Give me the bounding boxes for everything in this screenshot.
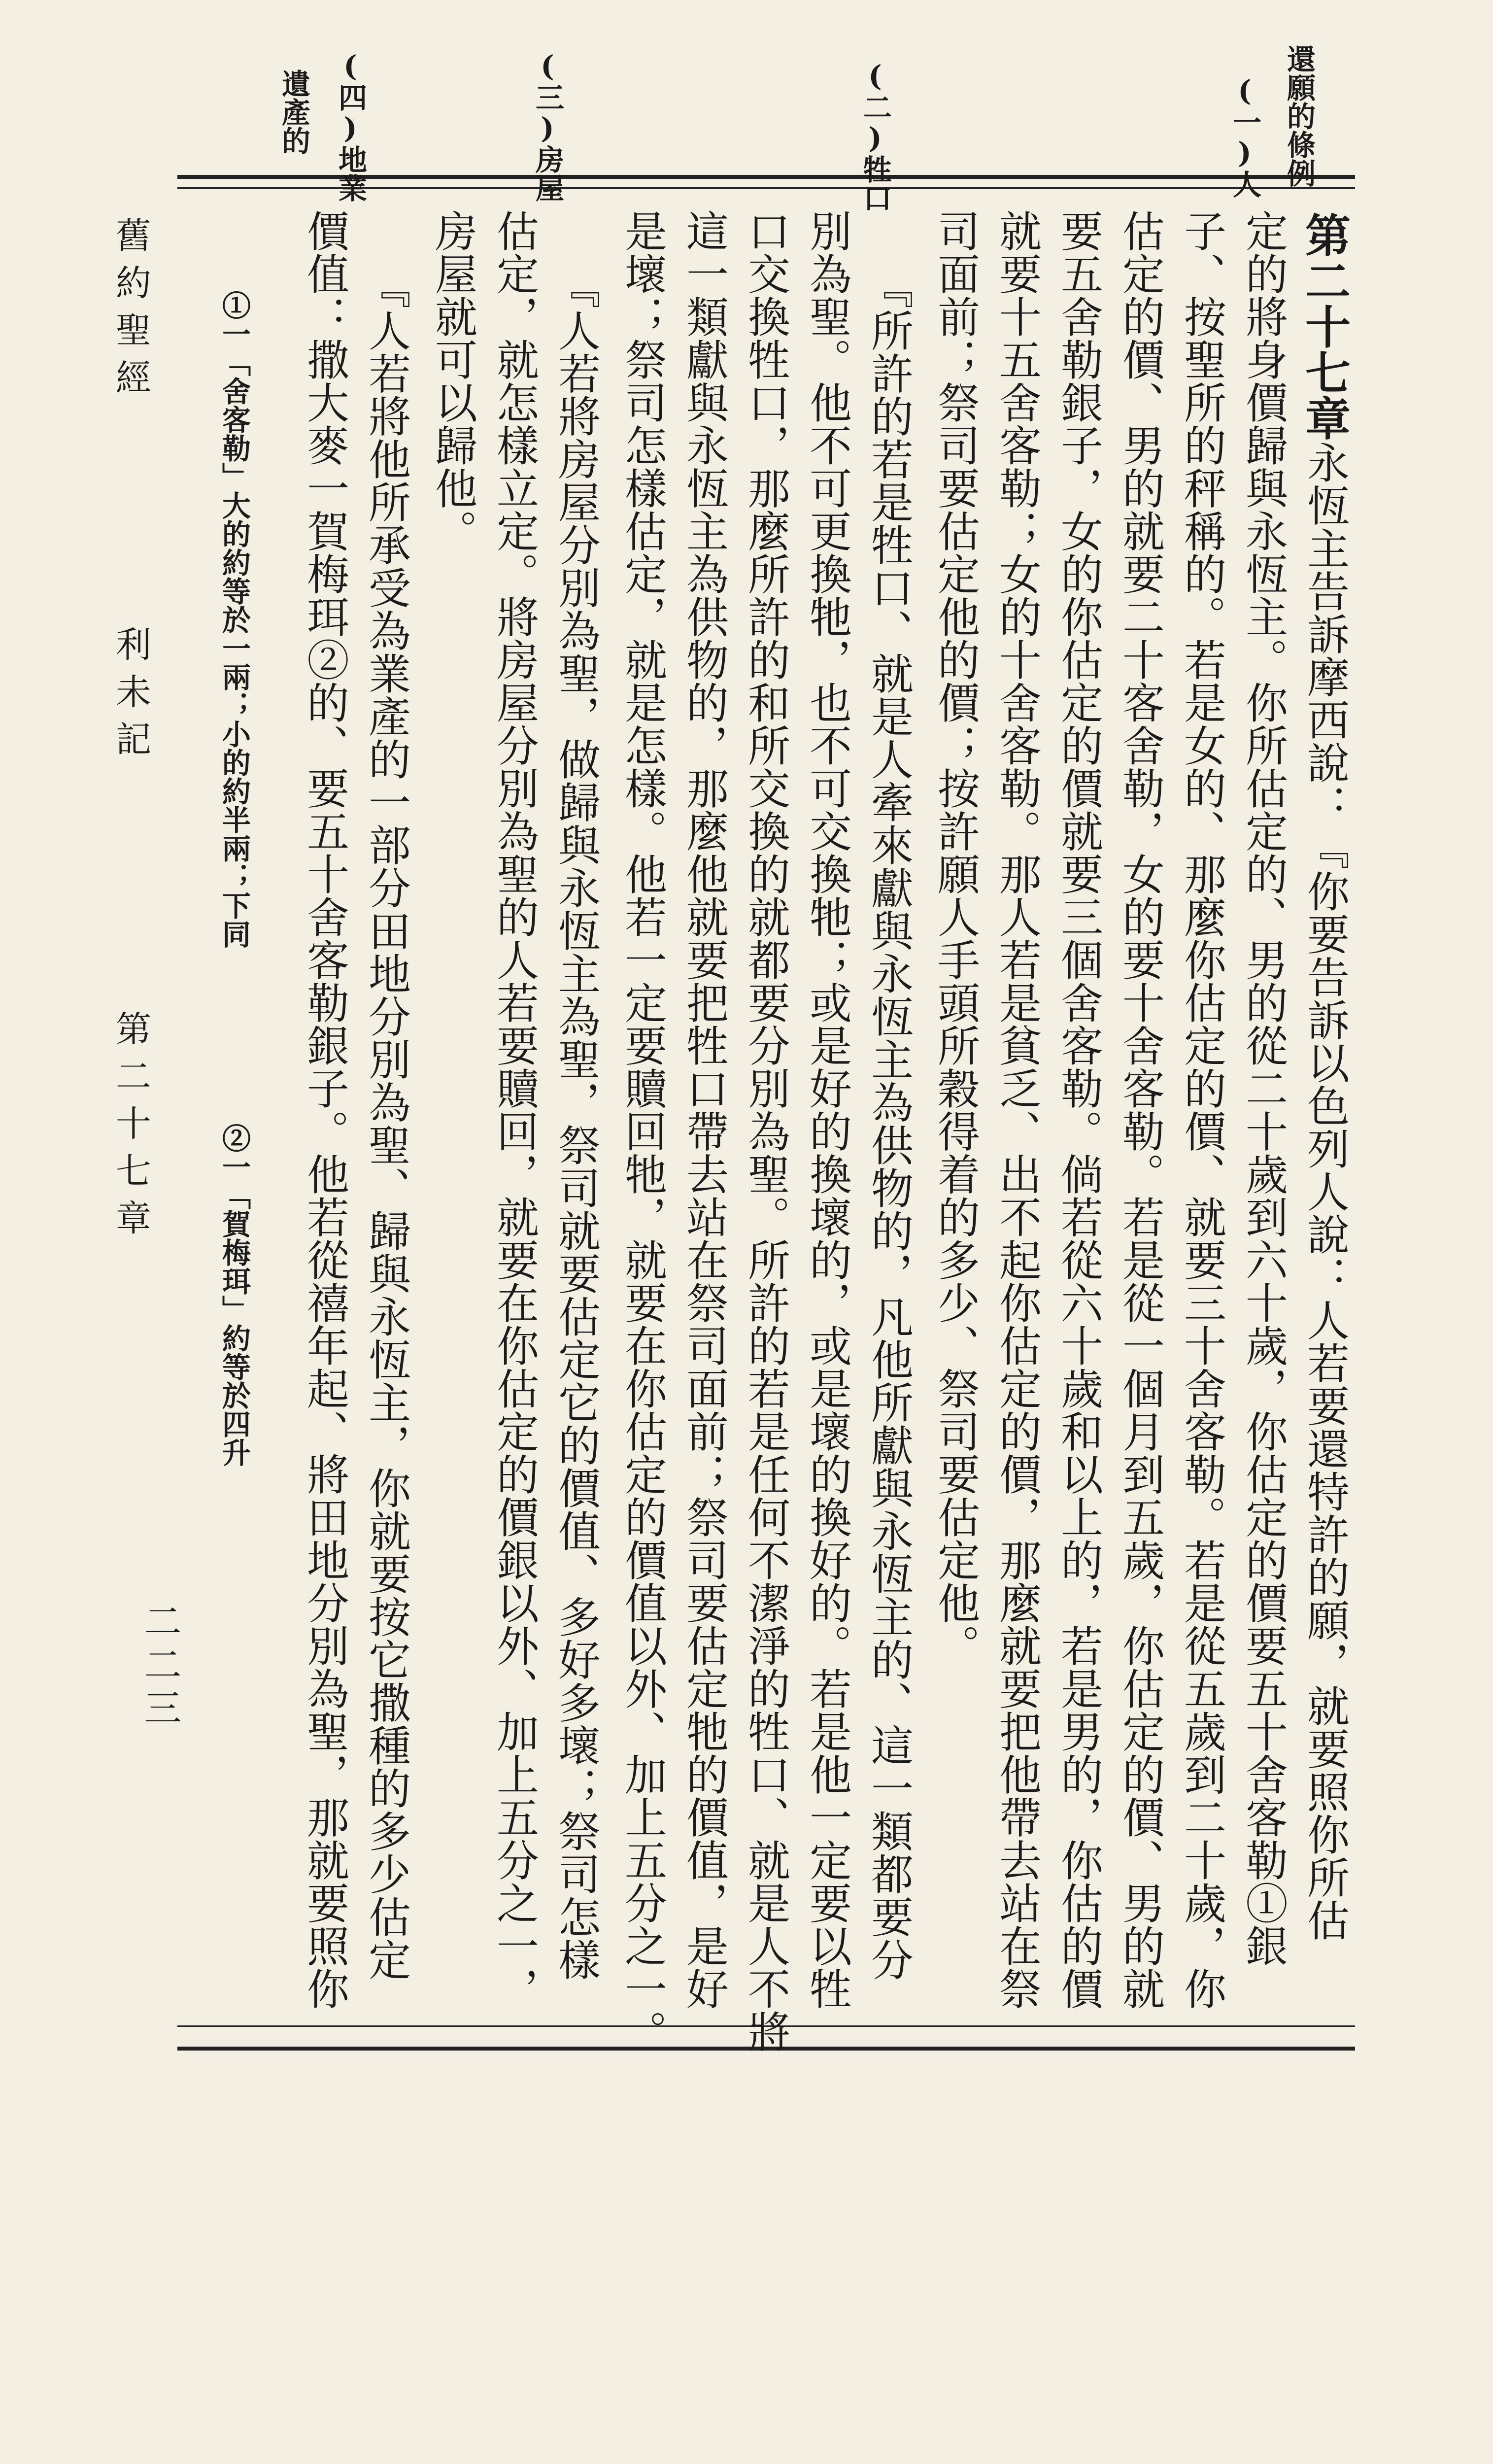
body-col-16: [296, 209, 352, 2008]
body-col-15: [357, 266, 414, 2065]
body-line-13: 估定，就怎樣立定。將房屋分別為聖的人若要贖回，就要在你估定的價銀以外、加上五分之一，: [489, 209, 539, 2010]
body-col-11: [613, 209, 670, 2053]
body-col-13: [485, 209, 542, 2008]
body-col-7: [860, 266, 916, 2065]
body-line-6: 司面前；祭司要估定他的價；按許願人手頭所穀得着的多少、祭司要估定他。: [930, 209, 980, 1667]
body-line-15: 『人若將他所承受為業產的一部分田地分別為聖、歸與永恆主，你就要按它撒種的多少估定: [361, 266, 410, 1981]
rail-item-livestock: (二)牲口: [858, 59, 892, 212]
body-col-8: [798, 209, 855, 2008]
body-line-2: 子、按聖所的秤稱的。若是女的、那麼你估定的價、就要三十舍客勒。若是從五歲到二十歲，你: [1177, 209, 1226, 2010]
running-chapter: 第二十七章: [110, 1010, 151, 1247]
body-line-9: 口交換牲口，那麼所許的和所交換的就都要分別為聖。所許的若是任何不潔淨的牲口、就是人不將: [741, 209, 790, 2053]
chapter-number: 第二十七章: [1298, 212, 1351, 441]
footnote-2-text: ②一「賀梅珥」約等於四升: [217, 1124, 251, 1467]
section-title: 利未記: [110, 626, 151, 768]
body-col-2: [1173, 209, 1229, 2008]
body-line-7: 『所許的若是牲口、就是人牽來獻與永恆主為供物的，凡他所獻與永恆主的、這一類都要分: [864, 266, 913, 1981]
chapter-heading-col: [1296, 212, 1353, 2011]
body-col-3: [1111, 209, 1168, 2008]
rail-title: 還願的條例: [1282, 44, 1316, 187]
body-col-14: [424, 209, 480, 2008]
body-col-4: [1050, 209, 1106, 2008]
body-line-8: 別為聖。他不可更換牠，也不可交換牠；或是好的換壞的，或是壞的換好的。若是他一定要以牲: [802, 209, 851, 2010]
body-line-1: 定的將身價歸與永恆主。你所估定的、男的從二十歲到六十歲，你估定的價要五十舍客勒①銀: [1238, 209, 1288, 1967]
body-col-10: [675, 209, 732, 2008]
body-line-4: 要五舍勒銀子，女的你估定的價就要三個舍客勒。倘若從六十歲和以上的，若是男的，你估的價: [1053, 209, 1103, 2010]
rail-item-land: (四)地業: [334, 49, 367, 202]
footnote-2: [214, 1124, 254, 2464]
body-line-16: 價值：撒大麥一賀梅珥②的、要五十舍客勒銀子。他若從禧年起、將田地分別為聖，那就要照你: [300, 209, 349, 2010]
rail-item-house: (三)房屋: [531, 49, 564, 202]
book-title: 舊約聖經: [110, 217, 151, 406]
rail-item-person: (一)人: [1228, 74, 1261, 198]
body-line-14: 房屋就可以歸他。: [428, 209, 477, 552]
body-col-5: [988, 209, 1045, 2008]
body-col-1: [1234, 209, 1291, 2008]
body-line-5: 就要十五舍客勒；女的十舍客勒。那人若是貧乏、出不起你估定的價，那麼就要把他帶去站在祭: [992, 209, 1041, 2010]
page-number: 二二三: [138, 1602, 182, 1732]
body-line-11: 是壞；祭司怎樣估定，就是怎樣。他若一定要贖回牠，就要在你估定的價值以外、加上五分之一。: [617, 209, 667, 2053]
body-col-6: [926, 209, 983, 2008]
body-line-10: 這一類獻與永恆主為供物的，那麼他就要把牲口帶去站在祭司面前；祭司要估定牠的價值，是好: [679, 209, 728, 2010]
body-line-0: 永恆主告訴摩西說：『你要告訴以色列人說：人若要還特許的願，就要照你所估: [1300, 441, 1349, 1942]
side-rail-title-col-1: [1281, 44, 1317, 187]
footnote-1-text: ①一「舍客勒」大的約等於一兩；小的約半兩；下同: [217, 291, 251, 948]
body-line-3: 估定的價、男的就要二十客舍勒，女的要十舍客勒。若是從一個月到五歲，你估定的價、男的就: [1115, 209, 1164, 2010]
body-col-9: [737, 209, 793, 2053]
body-line-12: 『人若將房屋分別為聖，做歸與永恆主為聖，祭司就要估定它的價值、多好多壞；祭司怎樣: [551, 266, 600, 1981]
body-col-12: [547, 266, 604, 2065]
rail-item-inheritance: 遺產的: [277, 69, 310, 155]
